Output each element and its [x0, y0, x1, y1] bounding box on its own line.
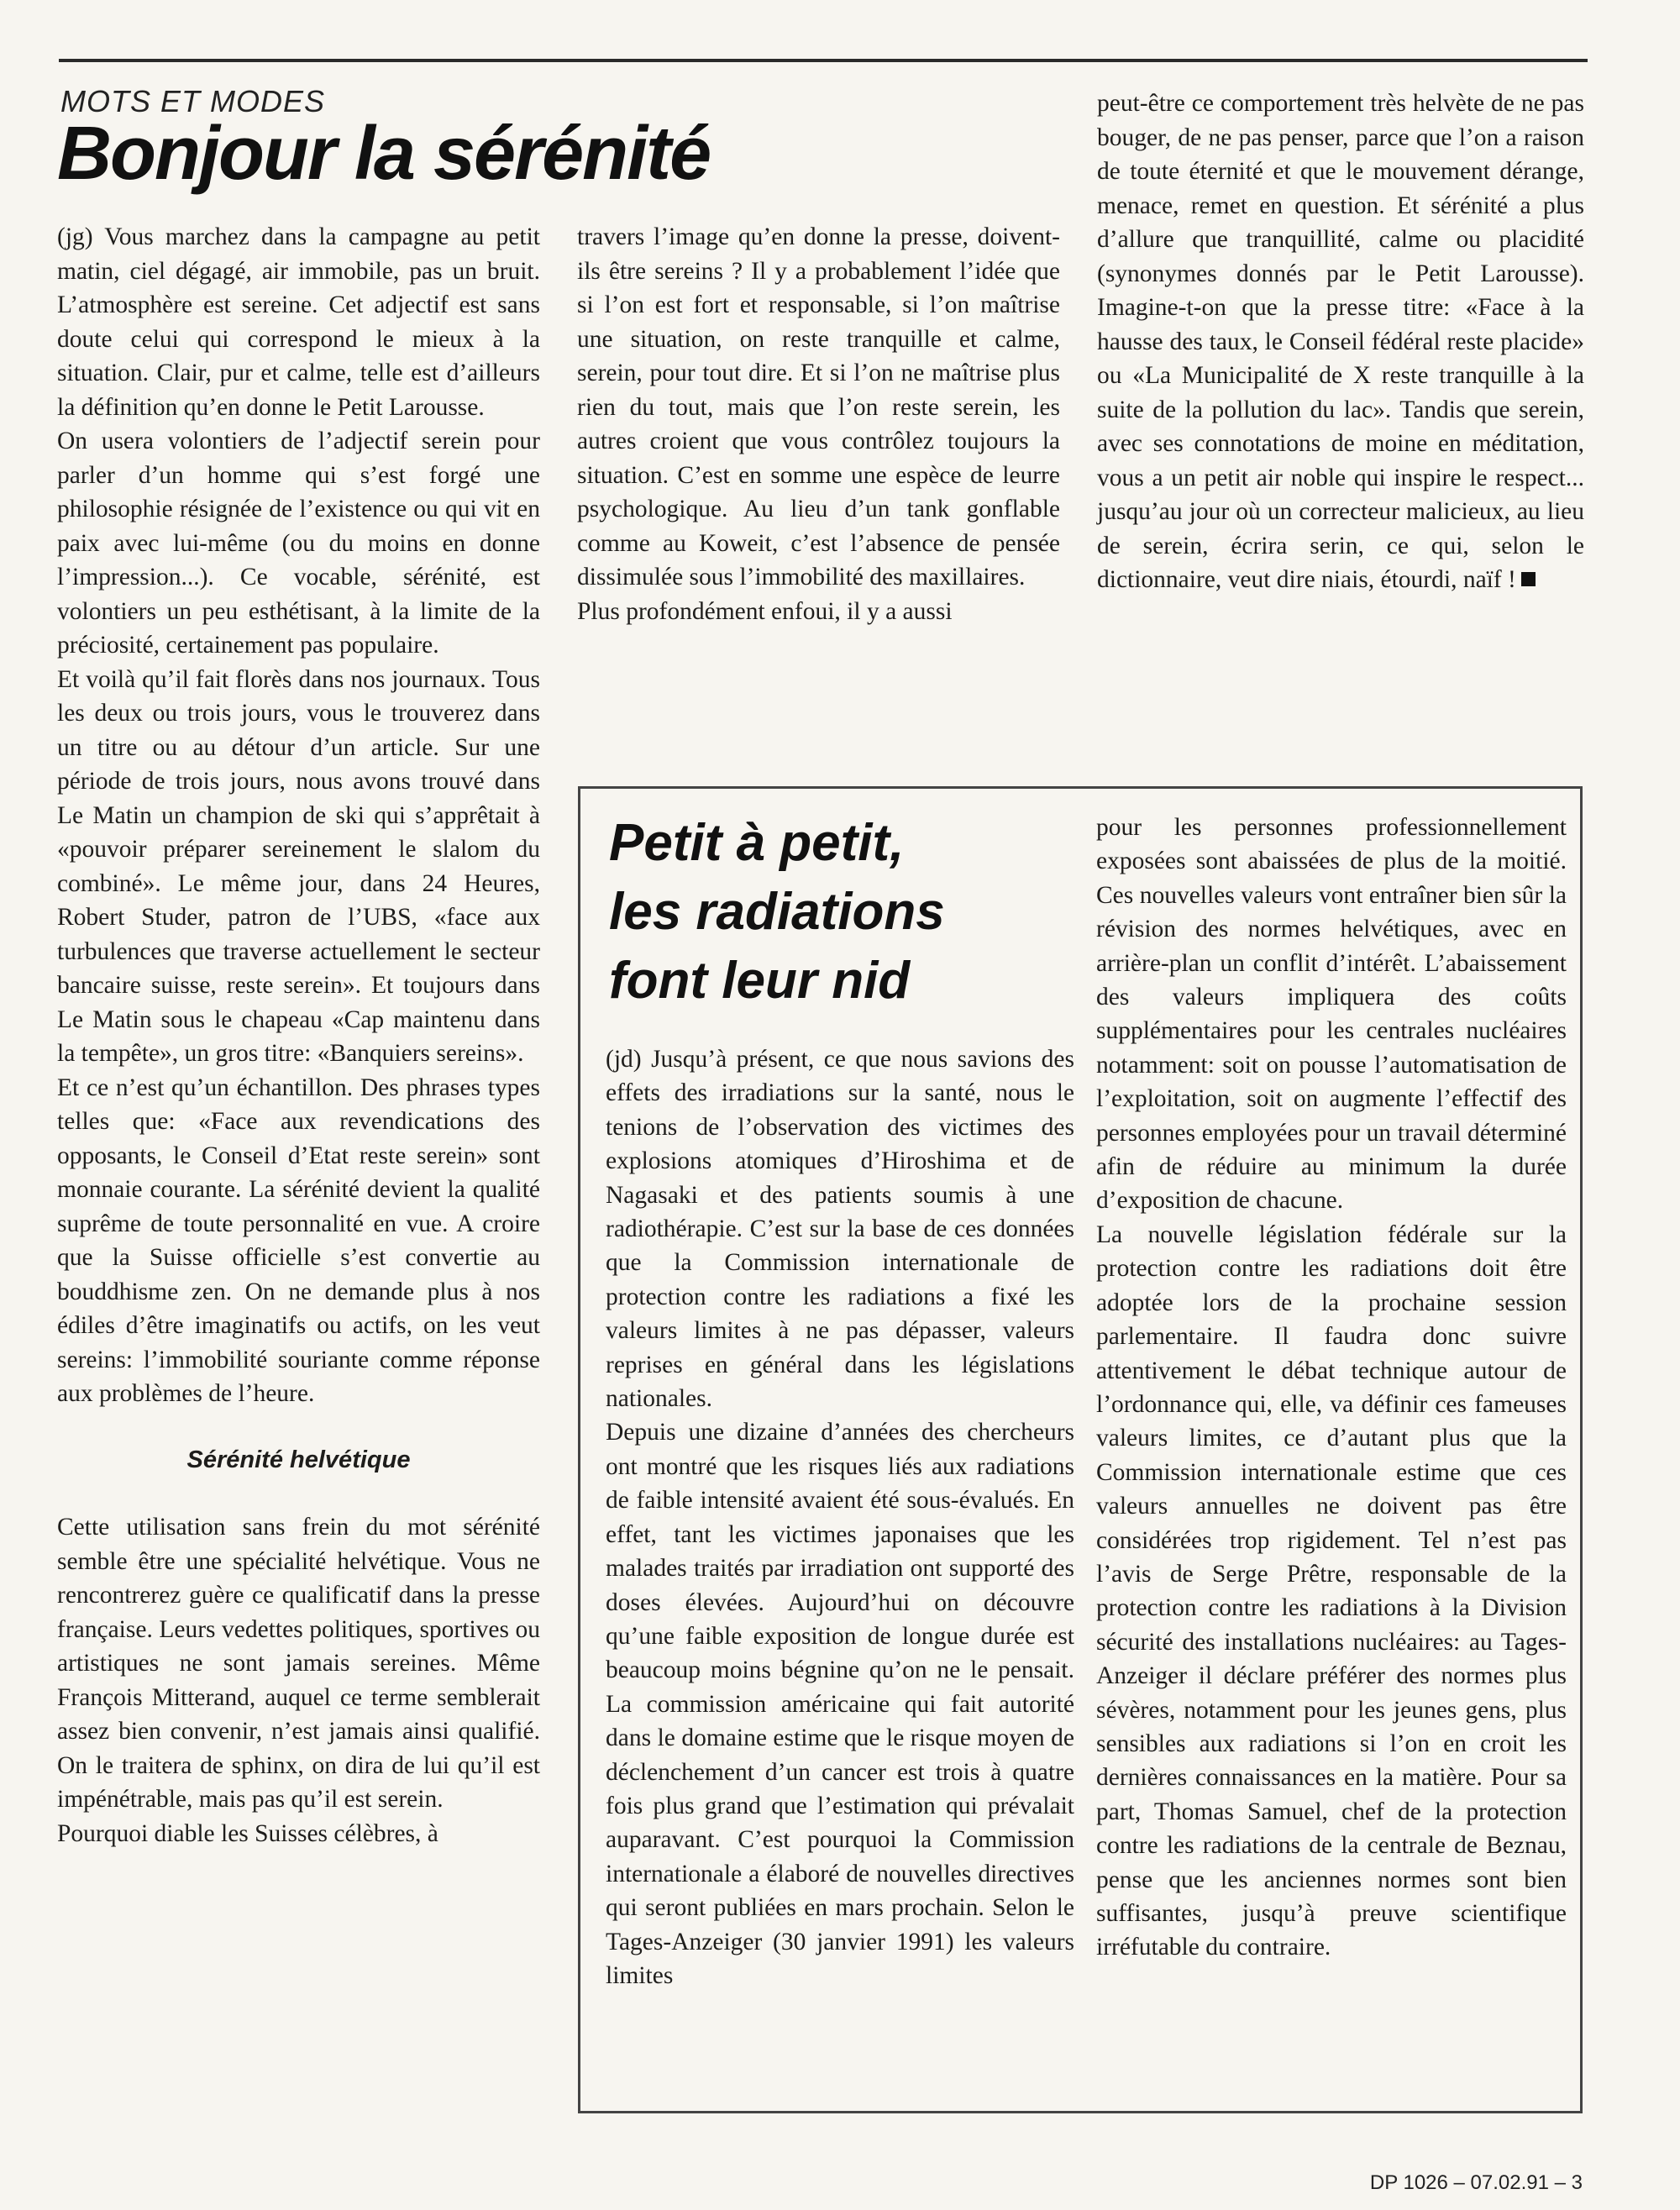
paragraph: pour les personnes professionnellement exposées sont abaissées de plus de la moitié. Ces nouvelles valeurs vont entraîner bien sûr la révision des normes helvétiques, avec en arrière-plan un conflit d’intérêt. L’abaissement des valeurs impliquera des coûts supplémentaires pour les centrales nucléaires notamment: soit on pousse l’automatisation de l’exploitation, soit on augmente l’effectif des personnes employées pour un travail déterminé afin de réduire au minimum la durée d’exposition de chacune. — [1096, 814, 1567, 1215]
title-line: font leur nid — [609, 952, 911, 1010]
paragraph: On usera volontiers de l’adjectif serein pour parler d’un homme qui s’est forgé une philosophie résignée de l’existence ou qui vit en paix avec lui-même (ou du moins en donne l’impression...). Ce vocable, sérénité, est volontiers un peu esthétisant, à la limite de la préciosité, certainement pas populaire. — [57, 428, 540, 659]
boxed-article — [578, 786, 1583, 2113]
top-rule — [59, 59, 1588, 62]
end-mark-icon — [1521, 572, 1536, 586]
title-line: les radiations — [609, 883, 945, 941]
paragraph: (jd) Jusqu’à présent, ce que nous savions des effets des irradiations sur la santé, nous le tenions de l’observation des victimes des explosions atomiques d’Hiroshima et de Nagasaki et des patients soumis à une radiothérapie. C’est sur la base de ces données que la Commission internationale de protection contre les radiations a fixé les valeurs limites à ne pas dépasser, valeurs reprises en général dans les législations nationales. — [606, 1046, 1074, 1413]
title-line: Petit à petit, — [609, 814, 905, 872]
article-title: Bonjour la sérénité — [57, 112, 711, 196]
paragraph: La nouvelle législation fédérale sur la protection contre les radiations doit être adoptée lors de la prochaine session parlementaire. Il faudra donc suivre attentivement le débat technique autour de l’ordonnance qui, elle, va définir ces fameuses valeurs limites, ce d’autant plus que la Commission internationale estime que ces valeurs annuelles ne doivent pas être considérées trop rigidement. Tel n’est pas l’avis de Serge Prêtre, responsable de la protection contre les radiations à la Division sécurité des installations nucléaires: au Tages-Anzeiger il déclare préférer des normes plus sévères, notamment pour les jeunes gens, plus sensibles aux radiations si l’on en croit les dernières connaissances en la matière. Pour sa part, Thomas Samuel, chef de la protection contre les radiations de la centrale de Beznau, pense que les anciennes normes sont bien suffisantes, jusqu’à preuve scientifique irréfutable du contraire. — [1096, 1220, 1567, 1961]
subheading: Sérénité helvétique — [186, 1446, 411, 1473]
article-column-2 — [577, 220, 1060, 628]
boxed-column-2 — [1096, 811, 1567, 1965]
article-column-1 — [57, 220, 540, 1850]
section-kicker: MOTS ET MODES — [60, 84, 326, 118]
boxed-article-title — [609, 809, 1079, 1016]
boxed-column-1 — [606, 1042, 1074, 1992]
paragraph: Depuis une dizaine d’années des chercheurs ont montré que les risques liés aux radiations de faible intensité avaient été sous-évalués. En effet, tant les victimes japonaises que les malades traités par irradiation ont supporté des doses élevées. Aujourd’hui on découvre qu’une faible exposition de longue durée est beaucoup moins bégnine qu’on ne le pensait. La commission américaine qui fait autorité dans le domaine estime que le risque moyen de déclenchement d’un cancer est trois à quatre fois plus grand que l’estimation qui prévalait auparavant. C’est pourquoi la Commission internationale a élaboré de nouvelles directives qui seront publiées en mars prochain. Selon le Tages-Anzeiger (30 janvier 1991) les valeurs limites — [606, 1419, 1074, 1989]
paragraph-text: peut-être ce comportement très helvète de ne pas bouger, de ne pas penser, parce que l’on a raison de toute éternité et que le mouvement dérange, menace, remet en question. Et sérénité a plus d’allure que tranquillité, calme ou placidité (synonymes donnés par le Petit Larousse). Imagine-t-on que la presse titre: «Face à la hausse des taux, le Conseil fédéral reste placide» ou «La Municipalité de X reste tranquille à la suite de la pollution du lac». Tandis que serein, avec ses connotations de moine en méditation, vous a un petit air noble qui inspire le respect... jusqu’au jour où un correcteur malicieux, au lieu de serein, écrira serin, ce qui, selon le dictionnaire, veut dire niais, étourdi, naïf ! — [1097, 90, 1584, 593]
page-footer: DP 1026 – 07.02.91 – 3 — [1369, 2171, 1583, 2194]
article-column-3 — [1097, 87, 1584, 597]
paragraph: travers l’image qu’en donne la presse, doivent-ils être sereins ? Il y a probablement l’idée que si l’on est fort et responsable, si l’on maîtrise une situation, on reste tranquille et calme, serein, pour tout dire. Et si l’on ne maîtrise plus rien du tout, mais que l’on reste serein, les autres croient que vous contrôlez toujours la situation. C’est en somme une espèce de leurre psychologique. Au lieu d’un tank gonflable comme au Koweit, c’est l’absence de pensée dissimulée sous l’immobilité des maxillaires. — [577, 223, 1060, 591]
paragraph: Plus profondément enfoui, il y a aussi — [577, 597, 953, 625]
paragraph — [1097, 87, 1584, 597]
paragraph: Et ce n’est qu’un échantillon. Des phrases types telles que: «Face aux revendications des opposants, le Conseil d’Etat reste serein» sont monnaie courante. La sérénité devient la qualité suprême de toute personnalité en vue. A croire que la Suisse officielle s’est convertie au bouddhisme zen. On ne demande plus à nos édiles d’être imaginatifs ou actifs, on les veut sereins: l’immobilité souriante comme réponse aux problèmes de l’heure. — [57, 1074, 540, 1407]
paragraph: Et voilà qu’il fait florès dans nos journaux. Tous les deux ou trois jours, vous le trouverez dans un titre ou au détour d’un article. Sur une période de trois jours, nous avons trouvé dans Le Matin un champion de ski qui s’apprêtait à «pouvoir préparer sereinement le slalom du combiné». Le même jour, dans 24 Heures, Robert Studer, patron de l’UBS, «face aux turbulences que traverse actuellement le secteur bancaire suisse, reste serein». Et toujours dans Le Matin sous le chapeau «Cap maintenu dans la tempête», un gros titre: «Banquiers sereins». — [57, 665, 540, 1067]
paragraph: (jg) Vous marchez dans la campagne au petit matin, ciel dégagé, air immobile, pas un bruit. L’atmosphère est sereine. Cet adjectif est sans doute celui qui correspond le mieux à la situation. Clair, pur et calme, telle est d’ailleurs la définition qu’en donne le Petit Larousse. — [57, 223, 540, 421]
paragraph: Cette utilisation sans frein du mot sérénité semble être une spécialité helvétique. Vous ne rencontrerez guère ce qualificatif dans la presse française. Leurs vedettes politiques, sportives ou artistiques ne sont jamais sereines. Même François Mitterand, auquel ce terme semblerait assez bien convenir, n’est jamais ainsi qualifié. On le traitera de sphinx, on dira de lui qu’il est impénétrable, mais pas qu’il est serein. — [57, 1514, 540, 1813]
paragraph: Pourquoi diable les Suisses célèbres, à — [57, 1819, 438, 1847]
